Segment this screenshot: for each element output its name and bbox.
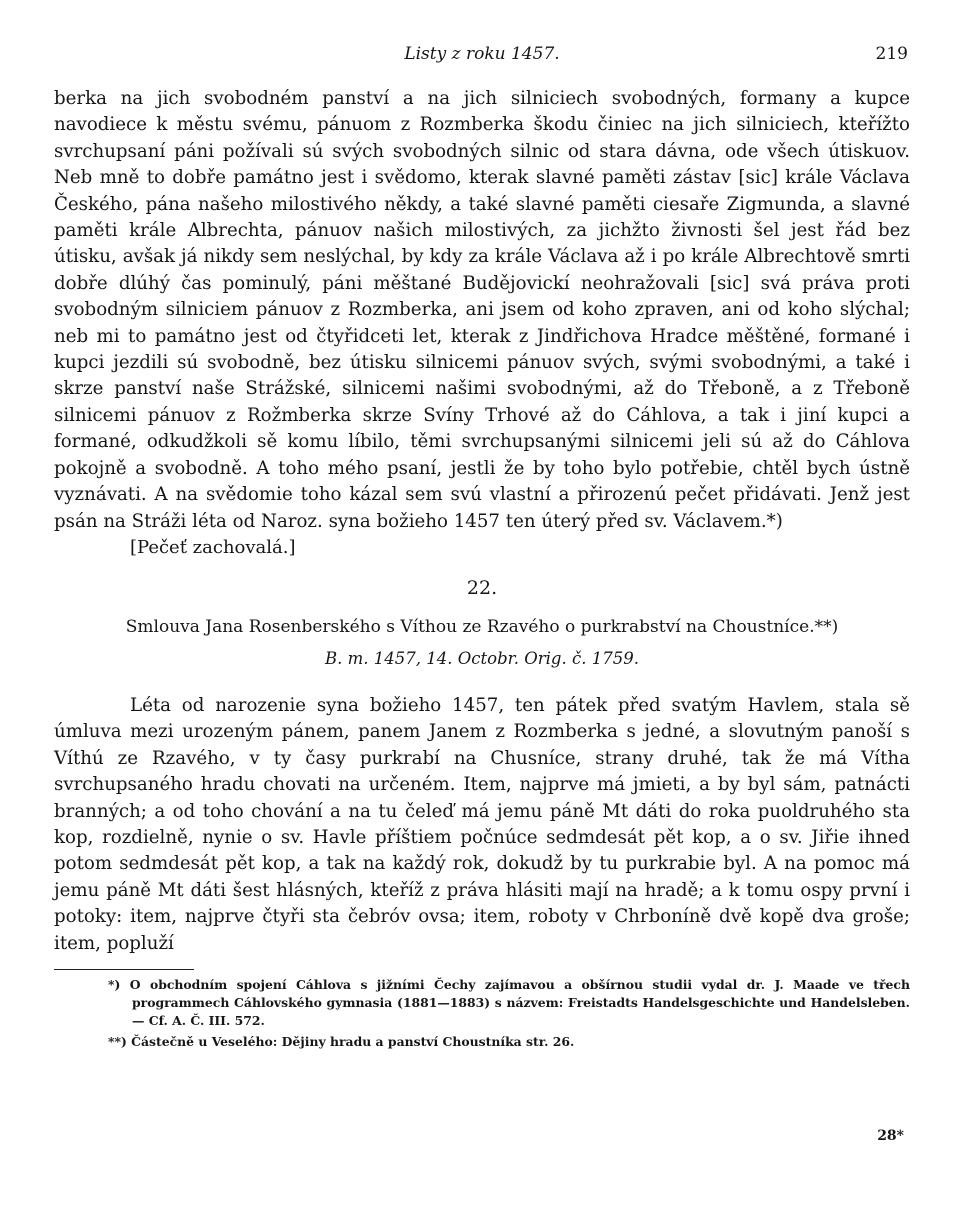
- document-source: B. m. 1457, 14. Octobr. Orig. č. 1759.: [325, 648, 639, 668]
- document-title: Smlouva Jana Rosenberského s Víthou ze Rzavého o purkrabství na Choustníce.**): [125, 616, 839, 637]
- footnote-2: [54, 1033, 910, 1051]
- seal-note: [Pečeť zachovalá.]: [130, 536, 296, 558]
- running-head: [54, 42, 910, 76]
- body-paragraph-contract: Léta od narozenie syna božieho 1457, ten pátek před svatým Havlem, stala sě úmluva mezi urozeným pánem, panem Janem z Rozmberka s jedné, a slovutným panoší s Víthú ze Rzavého, v ty časy purkrabí na Chusníce, strany druhé, tak že má Vítha svrchupsaného hradu chovati na určeném. Item, najprve má jmieti, a by byl sám, patnácti branných; a od toho chování a na tu čeleď má jemu páně Mt dáti do roka puoldruhého sta kop, rozdielně, nynie o sv. Havle příštiem počnúce sedmdesát pět kop, a o sv. Jiřie ihned potom sedmdesát pět kop, a tak na každý rok, dokudž by tu purkrabie byl. A na pomoc má jemu páně Mt dáti šest hlásných, kteříž z práva hlásiti mají na hradě; a k tomu ospy první i potoky: item, najprve čtyři sta čebróv ovsa; item, roboty v Chrboníně dvě kopě dva groše; item, popluží: [54, 694, 910, 954]
- footnote-1: [54, 976, 910, 1029]
- footnote-text: O obchodním spojení Cáhlova s jižními Čechy zajímavou a obšírnou studii vydal dr. J. Maade ve třech programmech Cáhlovského gymnasia (1881—1883) s názvem: Freistadts Handelsgeschichte und Handelsleben. — Cf. A. Č. III. 572.: [129, 976, 910, 1028]
- signature-mark: 28*: [877, 1128, 904, 1144]
- footnote-text: Částečně u Veselého: Dějiny hradu a panství Choustníka str. 26.: [131, 1034, 575, 1050]
- footnote-divider: [54, 969, 194, 970]
- running-title: Listy z roku 1457.: [404, 44, 560, 64]
- document-number: 22.: [466, 576, 498, 599]
- footnote-marker: **): [108, 1034, 127, 1050]
- body-paragraph-letter: berka na jich svobodném panství a na jich silniciech svobodných, formany a kupce navodiece k městu svému, pánuom z Rozmberka škodu činiec na jich silniciech, kteřížto svrchupsaní páni požívali sú svých svobodných silnic od stara dávna, ode všech útiskuov. Neb mně to dobře památno jest i svědomo, kterak slavné paměti zástav [sic] krále Václava Českého, pána našeho milostivého někdy, a také slavné paměti ciesaře Zigmunda, a slavné paměti krále Albrechta, pánuov našich milostivých, za jichžto živnosti šel jest řád bez útisku, avšak já nikdy sem neslýchal, by kdy za krále Václava až i po krále Albrechtově smrti dobře dlúhý čas pominulý, páni měštané Budějovickí neohražovali [sic] svá práva proti svobodným silniciem pánuov z Rozmberka, ani jsem od koho zpraven, ani od koho slýchal; neb mi to památno jest od čtyřidceti let, kterak z Jindřichova Hradce měštěné, formané i kupci jezdili sú svobodně, bez útisku silnicemi pánuov svých, svými svobodnými, a také i skrze panství naše Strážské, silnicemi našimi svobodnými, až do Třeboně, a z Třeboně silnicemi pánuov z Rožmberka skrze Svíny Trhové až do Cáhlova, a tak i jiní kupci a formané, odkudžkoli sě komu líbilo, těmi svrchupsanými silnicemi jeli sú až do Cáhlova pokojně a svobodně. A toho mého psaní, jestli že by toho bylo potřebie, chtěl bych ústně vyznávati. A na svědomie toho kázal sem svú vlastní a přirozenú pečet přidávati. Jenž jest psán na Stráži léta od Naroz. syna božieho 1457 ten úterý před sv. Václavem.*): [54, 88, 910, 532]
- page-number: 219: [875, 44, 908, 64]
- footnote-marker: *): [108, 976, 121, 992]
